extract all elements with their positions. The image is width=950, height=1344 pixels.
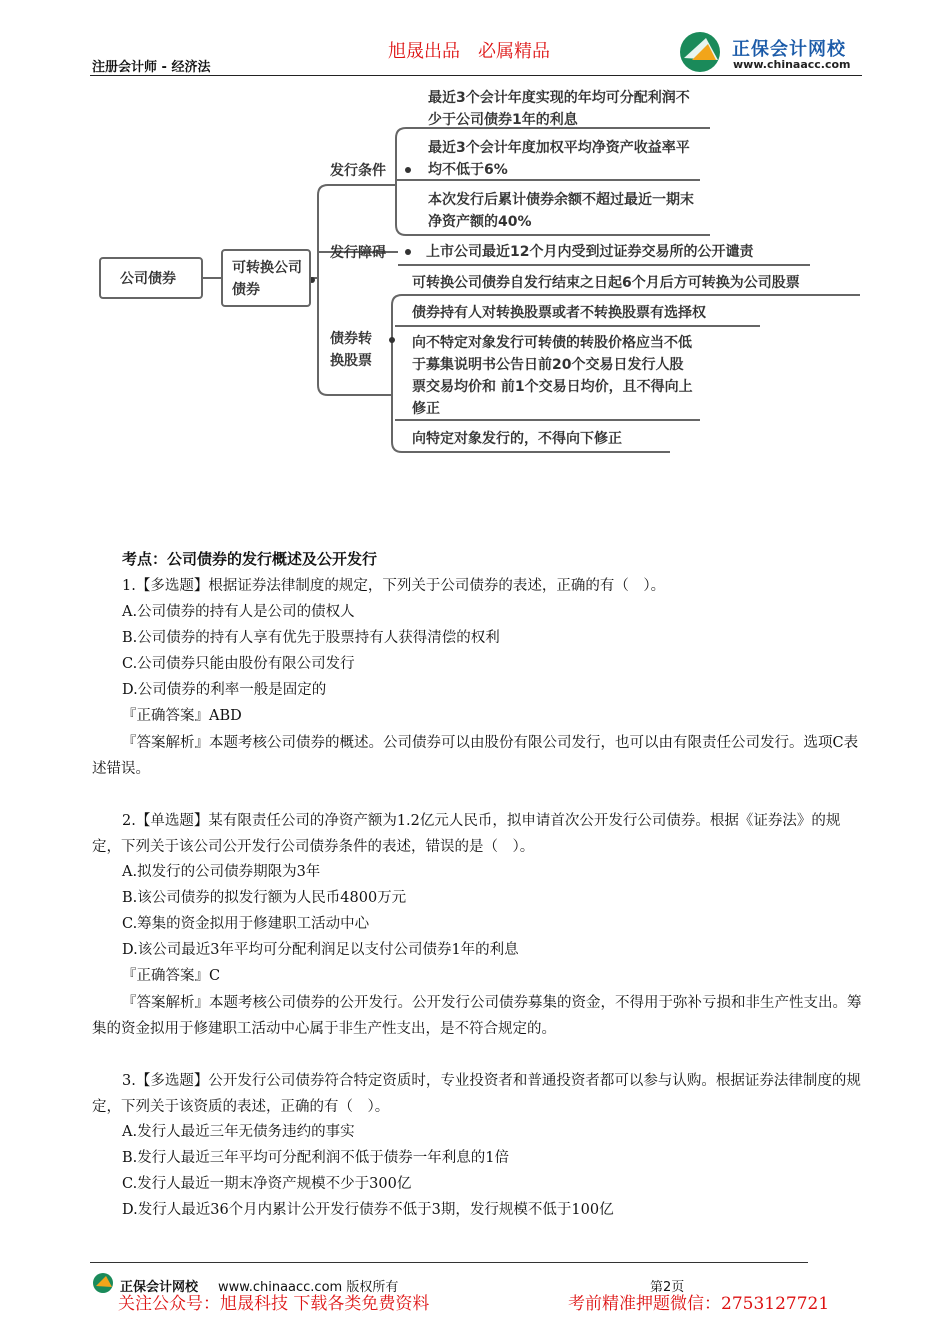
- question-option: D.发行人最近36个月内累计公开发行债券不低于3期，发行规模不低于100亿: [122, 1202, 614, 1218]
- mindmap-item: 最近3个会计年度加权平均净资产收益率平均不低于6%: [428, 140, 690, 178]
- footer-logo: [92, 1272, 116, 1298]
- logo-name: 正保会计网校: [732, 39, 846, 60]
- mindmap-root: 公司债券: [120, 271, 176, 287]
- question-option: A.发行人最近三年无债务违约的事实: [122, 1124, 355, 1140]
- logo-url: www.chinaacc.com: [733, 58, 851, 71]
- footer-promo-right: 考前精准押题微信：2753127721: [568, 1294, 830, 1314]
- branch-label-obstacle: 发行障碍: [330, 245, 386, 261]
- question-option: D.该公司最近3年平均可分配利润足以支付公司债券1年的利息: [122, 942, 519, 958]
- mindmap-level1: 可转换公司债券: [232, 260, 302, 298]
- question-option: B.该公司债券的拟发行额为人民币4800万元: [122, 890, 407, 906]
- footer-promo-left: 关注公众号：旭晟科技 下载各类免费资料: [118, 1294, 430, 1314]
- footer-brand: 正保会计网校: [120, 1280, 199, 1295]
- question-option: B.公司债券的持有人享有优先于股票持有人获得清偿的权利: [122, 630, 500, 646]
- mindmap-item: 可转换公司债券自发行结束之日起6个月后方可转换为公司股票: [412, 275, 800, 291]
- question-option: A.公司债券的持有人是公司的债权人: [122, 604, 355, 620]
- question-analysis: 『答案解析』本题考核公司债券的公开发行。公开发行公司债券募集的资金，不得用于弥补亏损和非生产性支出。筹集的资金拟用于修建职工活动中心属于非生产性支出，是不符合规定的。: [92, 995, 862, 1037]
- mindmap-item: 最近3个会计年度实现的年均可分配利润不少于公司债券1年的利息: [428, 90, 690, 128]
- question-stem: 1.【多选题】根据证券法律制度的规定，下列关于公司债券的表述，正确的有（ ）。: [122, 578, 666, 594]
- header-subject: 注册会计师 - 经济法: [92, 60, 211, 75]
- branch-label-conversion: 债券转换股票: [330, 331, 372, 369]
- question-option: B.发行人最近三年平均可分配利润不低于债券一年利息的1倍: [122, 1150, 509, 1166]
- question-analysis: 『答案解析』本题考核公司债券的概述。公司债券可以由股份有限公司发行，也可以由有限责任公司发行。选项C表述错误。: [92, 735, 859, 777]
- question-option: C.筹集的资金拟用于修建职工活动中心: [122, 916, 370, 932]
- question-option: A.拟发行的公司债券期限为3年: [122, 864, 321, 880]
- footer-divider: [90, 1262, 808, 1263]
- question-stem: 3.【多选题】公开发行公司债券符合特定资质时，专业投资者和普通投资者都可以参与认购。根据证券法律制度的规定，下列关于该资质的表述，正确的有（ ）。: [92, 1073, 861, 1115]
- footer-copyright: www.chinaacc.com 版权所有: [218, 1280, 399, 1295]
- footer-logo-icon: [92, 1272, 116, 1294]
- header-slogan: 旭晟出品 必属精品: [388, 41, 550, 62]
- mindmap-item: 本次发行后累计债券余额不超过最近一期末净资产额的40%: [428, 192, 694, 230]
- mindmap-item: 向特定对象发行的，不得向下修正: [412, 431, 622, 447]
- mindmap-item: 债券持有人对转换股票或者不转换股票有选择权: [412, 305, 706, 321]
- mindmap-item: 向不特定对象发行可转债的转股价格应当不低于募集说明书公告日前20个交易日发行人股票交易均价和 前1个交易日均价，且不得向上修正: [412, 335, 693, 417]
- footer-page: 第2页: [650, 1280, 685, 1295]
- mindmap-item: 上市公司最近12个月内受到过证券交易所的公开谴责: [426, 244, 754, 260]
- question-option: C.公司债券只能由股份有限公司发行: [122, 656, 355, 672]
- question-option: D.公司债券的利率一般是固定的: [122, 682, 327, 698]
- question-stem: 2.【单选题】某有限责任公司的净资产额为1.2亿元人民币，拟申请首次公开发行公司债券。根据《证券法》的规定，下列关于该公司公开发行公司债券条件的表述，错误的是（ ）。: [92, 813, 841, 855]
- question-answer: 『正确答案』C: [122, 968, 221, 984]
- branch-label-conditions: 发行条件: [330, 163, 386, 179]
- question-option: C.发行人最近一期末净资产规模不少于300亿: [122, 1176, 412, 1192]
- question-answer: 『正确答案』ABD: [122, 708, 242, 724]
- section-title: 考点：公司债券的发行概述及公开发行: [122, 550, 378, 568]
